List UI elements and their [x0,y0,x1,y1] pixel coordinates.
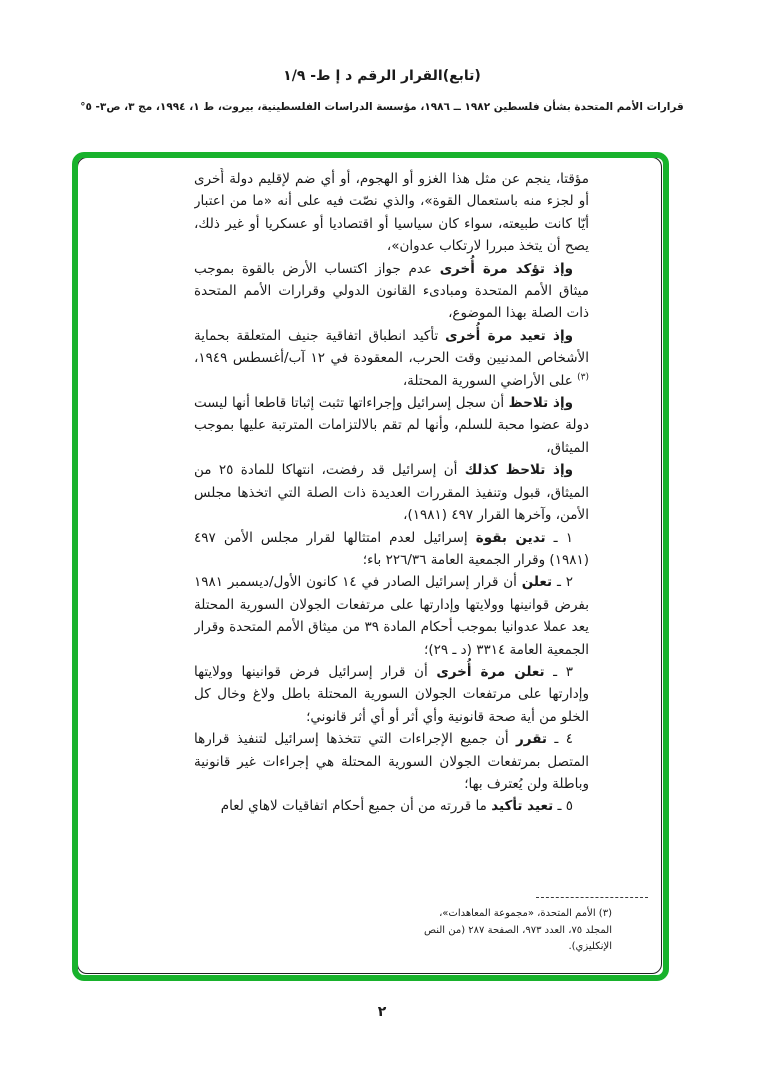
paragraph-lead: وإذ تؤكد مرة أُخرى [439,260,573,277]
footnote-text: (٣) الأمم المتحدة، «مجموعة المعاهدات»، المجلد ٧٥، العدد ٩٧٣، الصفحة ٢٨٧ (من النص الإنكليزي). [423,908,612,952]
paragraph-text: إسرائيل لعدم امتثالها لقرار مجلس الأمن ٤٩٧ (١٩٨١) وقرار الجمعية العامة ٢٢٦/٣٦ باء؛ [194,529,589,568]
paragraph-text: ما قررته من أن جميع أحكام اتفاقيات لاهاي لعام [220,798,492,815]
item-number: ٣ ـ [544,663,573,680]
body-paragraph [194,795,589,817]
source-citation: قرارات الأمم المتحدة بشأن فلسطين ١٩٨٢ ــ ١٩٨٦، مؤسسة الدراسات الفلسطينية، بيروت، ط ١، ١٩٩٤، مج ٣، ص٣- ٥° [80,101,684,113]
paragraph-text: مؤقتا، ينجم عن مثل هذا الغزو أو الهجوم، أو أي ضم لإقليم دولة أُخرى أو لجزء منه باستعمال القوة»، والذي نصّت فيه على أنه «ما من اعتبار أيّا كانت طبيعته، سواء كان سياسيا أو اقتصاديا أو عسكريا أو غير ذلك، يصح أن يتخذ مبررا لارتكاب عدوان»، [194,171,589,255]
item-number: ٤ ـ [547,731,574,748]
body-paragraph [194,392,589,459]
body-paragraph [194,459,589,526]
item-number: ١ ـ [545,529,573,546]
body-paragraph [194,661,589,728]
body-paragraph [194,527,589,572]
paragraph-lead: وإذ تلاحظ [508,395,573,412]
resolution-body [194,168,589,818]
page-number: ٢ [377,1004,387,1020]
paragraph-lead: وإذ تلاحظ كذلك [464,462,573,479]
paragraph-text: أن قرار إسرائيل فرض قوانينها وولايتها وإدارتها على مرتفعات الجولان السورية المحتلة باطل ولاغ وخال كل الخلو من أية صحة قانونية وأي أثر أو أي أثر قانوني؛ [194,663,589,725]
paragraph-lead: تقرر [516,731,547,748]
paragraph-lead: وإذ تعيد مرة أُخرى [445,327,573,344]
item-number: ٢ ـ [552,574,573,591]
paragraph-text: عدم جواز اكتساب الأرض بالقوة بموجب ميثاق الأمم المتحدة ومبادىء القانون الدولي وقرارات الأمم المتحدة ذات الصلة بهذا الموضوع، [194,260,589,322]
body-paragraph [194,325,589,392]
body-paragraph [194,728,589,795]
paragraph-text: أن إسرائيل قد رفضت، انتهاكا للمادة ٢٥ من الميثاق، قبول وتنفيذ المقررات العديدة ذات الصلة التي اتخذها مجلس الأمن، وآخرها القرار ٤٩٧ (١٩٨١)، [194,462,589,524]
paragraph-text: على الأراضي السورية المحتلة، [402,372,578,389]
paragraph-text: أن سجل إسرائيل وإجراءاتها تثبت إثباتا قاطعا أنها ليست دولة عضوا محبة للسلم، وأنها لم تقم بالالتزامات المترتبة عليها بموجب الميثاق، [194,395,589,456]
paragraph-lead: تعلن مرة أُخرى [436,663,545,680]
body-paragraph [194,571,589,661]
paragraph-text: تأكيد انطباق اتفاقية جنيف المتعلقة بحماية الأشخاص المدنيين وقت الحرب، المعقودة في ١٢ آب/أغسطس ١٩٤٩، [194,327,589,367]
paragraph-lead: تعيد تأكيد [491,798,554,815]
paragraph-lead: تدين بقوة [475,529,546,546]
paragraph-lead: تعلن [521,574,553,591]
footnote-reference: (٣) [577,372,589,383]
item-number: ٥ ـ [553,798,573,815]
footnote-separator [536,897,648,898]
body-paragraph [194,168,589,258]
paragraph-text: أن جميع الإجراءات التي تتخذها إسرائيل لتنفيذ قرارها المتصل بمرتفعات الجولان السورية المحتلة هي إجراءات غير قانونية وباطلة ولن يُعترف بها؛ [194,731,589,792]
resolution-continuation-title: (تابع)القرار الرقم د إ ط- ١/٩ [283,68,481,84]
body-paragraph [194,258,589,325]
paragraph-text: أن قرار إسرائيل الصادر في ١٤ كانون الأول/ديسمبر ١٩٨١ بفرض قوانينها وولايتها وإدارتها على مرتفعات الجولان السورية المحتلة يعد عملا عدوانيا بموجب أحكام المادة ٣٩ من ميثاق الأمم المتحدة وقرار الجمعية العامة ٣٣١٤ (د ـ ٢٩)؛ [194,574,589,658]
